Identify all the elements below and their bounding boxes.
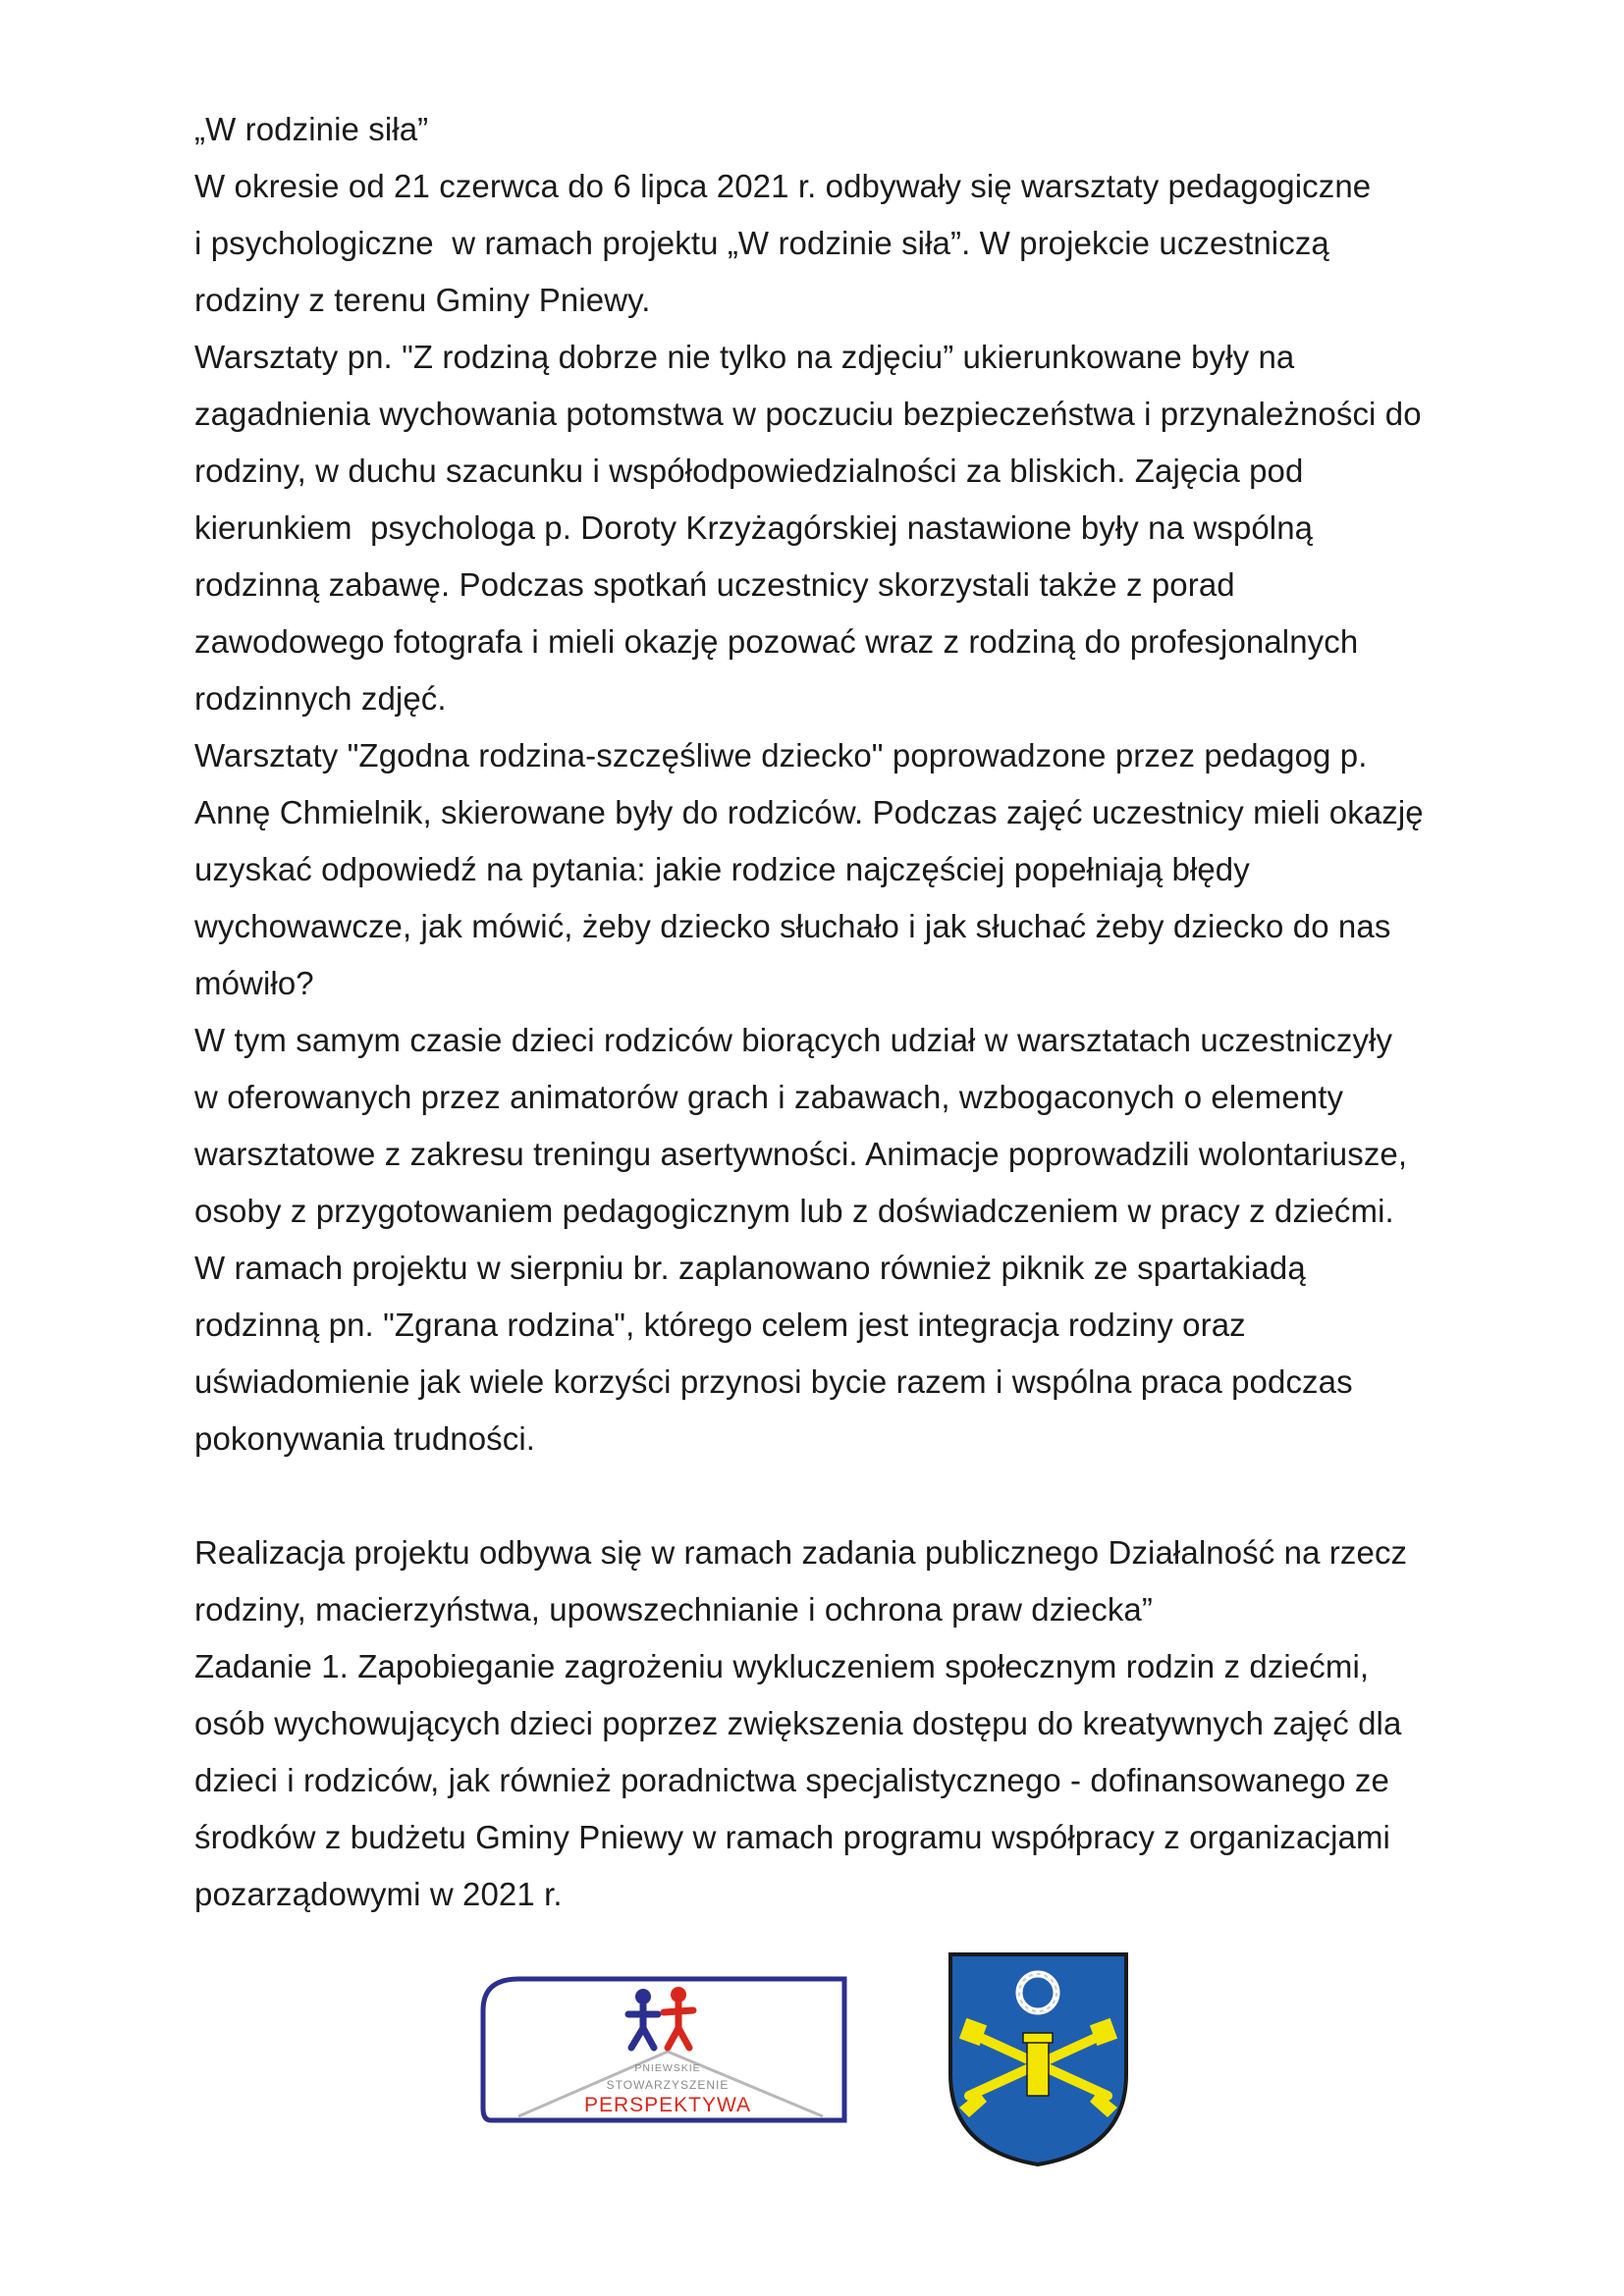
tower-icon xyxy=(1023,2033,1053,2096)
text-line: W tym samym czasie dzieci rodziców biorących udział w warsztatach uczestniczyły xyxy=(194,1022,1393,1058)
logo-row xyxy=(0,1949,1624,2174)
text-line: w oferowanych przez animatorów grach i zabawach, wzbogaconych o elementy xyxy=(194,1079,1344,1115)
text-line: wychowawcze, jak mówić, żeby dziecko słuchało i jak słuchać żeby dziecko do nas xyxy=(194,908,1391,944)
paragraph-children-activities xyxy=(194,1012,1471,1240)
paragraph-task-1 xyxy=(194,1638,1471,1923)
text-line: uświadomienie jak wiele korzyści przynosi bycie razem i wspólna praca podczas xyxy=(194,1363,1353,1400)
text-line: Realizacja projektu odbywa się w ramach zadania publicznego Działalność na rzecz xyxy=(194,1534,1408,1571)
logo-text-line-2: STOWARZYSZENIE xyxy=(606,2078,730,2092)
paragraph-dates xyxy=(194,158,1471,329)
text-line: warsztatowe z zakresu treningu asertywności. Animacje poprowadzili wolontariusze, xyxy=(194,1136,1408,1172)
text-line: dzieci i rodziców, jak również poradnictwa specjalistycznego - dofinansowanego ze xyxy=(194,1762,1389,1798)
text-line: Warsztaty "Zgodna rodzina-szczęśliwe dziecko" poprowadzone przez pedagog p. xyxy=(194,737,1368,774)
text-line: rodziny z terenu Gminy Pniewy. xyxy=(194,282,651,318)
paragraph-photo-workshop xyxy=(194,329,1471,727)
text-line: Zadanie 1. Zapobieganie zagrożeniu wykluczeniem społecznym rodzin z dziećmi, xyxy=(194,1648,1370,1684)
text-line: rodzinnych zdjęć. xyxy=(194,680,447,717)
text-line: pozarządowymi w 2021 r. xyxy=(194,1876,563,1912)
text-line: uzyskać odpowiedź na pytania: jakie rodzice najczęściej popełniają błędy xyxy=(194,851,1250,887)
crest-icon xyxy=(943,1949,1134,2169)
text-line: Warsztaty pn. "Z rodziną dobrze nie tylko na zdjęciu” ukierunkowane były na xyxy=(194,339,1295,375)
text-line: zawodowego fotografa i mieli okazję pozować wraz z rodziną do profesjonalnych xyxy=(194,623,1359,660)
paragraph-picnic xyxy=(194,1240,1471,1468)
document-body xyxy=(194,101,1471,1923)
document-title: „W rodzinie siła” xyxy=(194,111,429,147)
text-line: rodziny, macierzyństwa, upowszechnianie i ochrona praw dziecka” xyxy=(194,1591,1153,1628)
text-line: pokonywania trudności. xyxy=(194,1420,536,1457)
text-line: mówiło? xyxy=(194,965,314,1001)
text-line: rodzinną zabawę. Podczas spotkań uczestnicy skorzystali także z porad xyxy=(194,566,1235,603)
text-line: środków z budżetu Gminy Pniewy w ramach programu współpracy z organizacjami xyxy=(194,1819,1390,1855)
text-line: W okresie od 21 czerwca do 6 lipca 2021 r. odbywały się warsztaty pedagogiczne xyxy=(194,168,1372,204)
logo-text-line-3: PERSPEKTYWA xyxy=(583,2094,752,2116)
logo-text-line-1: PNIEWSKIE xyxy=(634,2062,701,2074)
text-line: rodziny, w duchu szacunku i współodpowiedzialności za bliskich. Zajęcia pod xyxy=(194,453,1304,489)
text-line: rodzinną pn. "Zgrana rodzina", którego celem jest integracja rodziny oraz xyxy=(194,1307,1246,1343)
text-line: zagadnienia wychowania potomstwa w poczuciu bezpieczeństwa i przynależności do xyxy=(194,396,1422,432)
paragraph-gap xyxy=(194,1468,1471,1524)
text-line: W ramach projektu w sierpniu br. zaplanowano również piknik ze spartakiadą xyxy=(194,1250,1306,1286)
paragraph-public-task xyxy=(194,1524,1471,1638)
text-line: i psychologiczne w ramach projektu „W rodzinie siła”. W projekcie uczestniczą xyxy=(194,225,1329,261)
paragraph-parent-workshop xyxy=(194,727,1471,1012)
text-line: osoby z przygotowaniem pedagogicznym lub z doświadczeniem w pracy z dziećmi. xyxy=(194,1193,1394,1229)
text-line: kierunkiem psychologa p. Doroty Krzyżagórskiej nastawione były na wspólną xyxy=(194,509,1314,546)
perspektywa-logo xyxy=(479,1971,856,2128)
text-line: osób wychowujących dzieci poprzez zwiększenia dostępu do kreatywnych zajęć dla xyxy=(194,1705,1402,1741)
text-line: Annę Chmielnik, skierowane były do rodziców. Podczas zajęć uczestnicy mieli okazję xyxy=(194,794,1424,830)
